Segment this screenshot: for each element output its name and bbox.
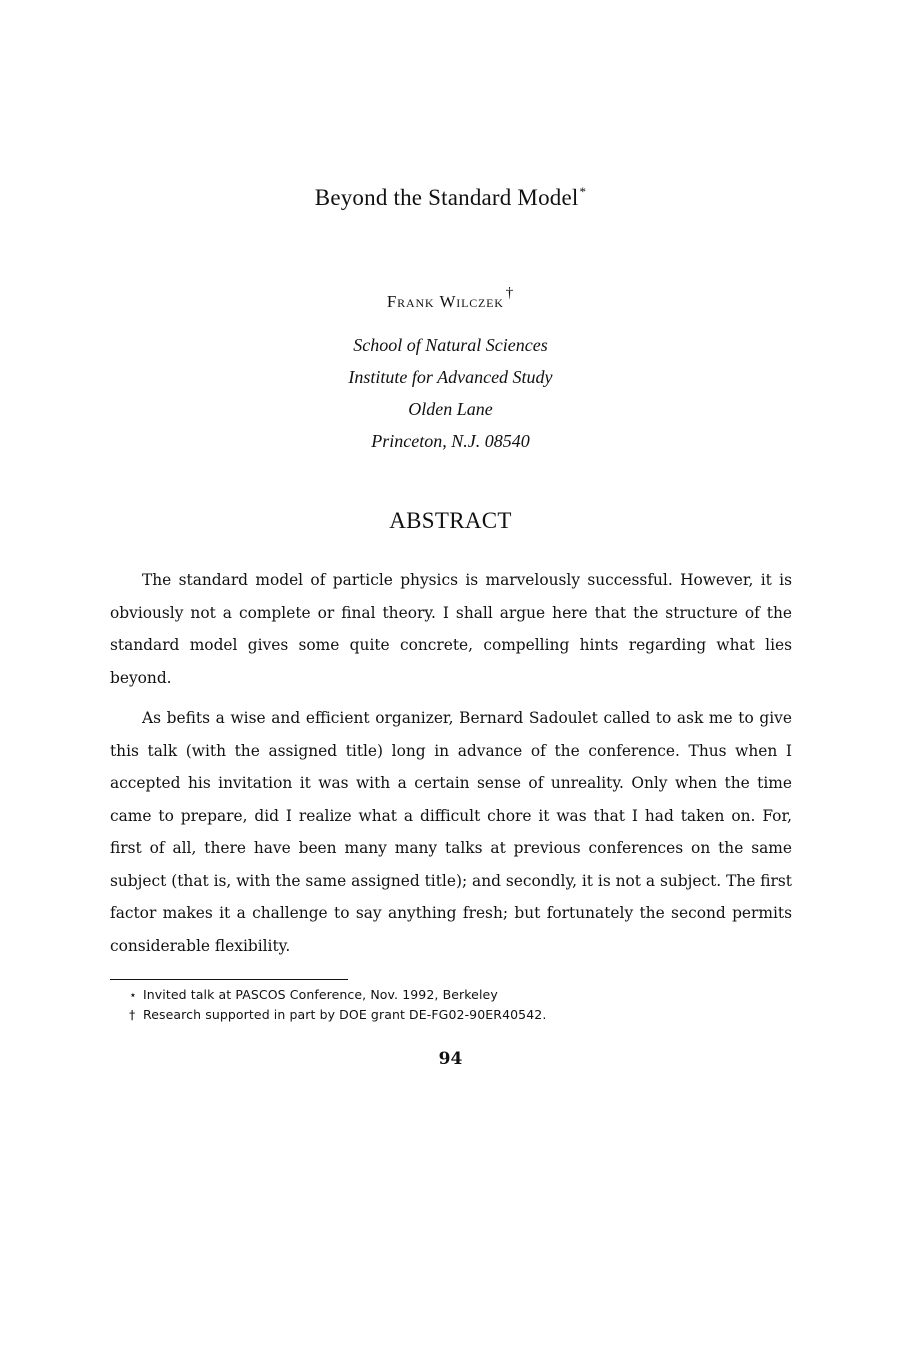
- title-text: Beyond the Standard Model: [314, 185, 579, 210]
- footnote-1: [129, 987, 498, 1002]
- page-number: 94: [438, 1049, 463, 1069]
- footnote-divider: [110, 979, 348, 980]
- author-name: [0, 285, 901, 312]
- title-footnote-mark: *: [579, 184, 587, 199]
- affiliation-line-school: School of Natural Sciences: [353, 335, 548, 355]
- author-footnote-mark: †: [505, 285, 515, 301]
- affiliation-line-city: Princeton, N.J. 08540: [371, 431, 530, 451]
- author-last-name: Wilczek: [439, 292, 504, 311]
- abstract-paragraph-1: The standard model of particle physics is marvelously successful. However, it is obviously not a complete or final theory. I shall argue here that the structure of the standard model gives some quite concrete, compelling hints regarding what lies beyond.: [110, 571, 792, 687]
- affiliation-line-street: Olden Lane: [408, 399, 493, 419]
- abstract-heading: ABSTRACT: [389, 508, 512, 533]
- footnote-2: [129, 1007, 546, 1022]
- footnote-2-mark: †: [129, 1007, 136, 1022]
- author-first-name: Frank: [386, 292, 435, 311]
- affiliation-line-institute: Institute for Advanced Study: [348, 367, 553, 387]
- abstract-paragraph-2: As befits a wise and efficient organizer, Bernard Sadoulet called to ask me to give this talk (with the assigned title) long in advance of the conference. Thus when I accepted his invitation it was with a certain sense of unreality. Only when the time came to prepare, did I realize what a difficult chore it was that I had taken on. For, first of all, there have been many many talks at previous conferences on the same subject (that is, with the same assigned title); and secondly, it is not a subject. The first factor makes it a challenge to say anything fresh; but fortunately the second permits considerable flexibility.: [110, 709, 792, 955]
- footnote-2-text: Research supported in part by DOE grant DE-FG02-90ER40542.: [143, 1007, 547, 1022]
- footnote-1-text: Invited talk at PASCOS Conference, Nov. 1992, Berkeley: [143, 987, 498, 1002]
- paper-title: [0, 184, 901, 211]
- footnote-1-mark: ⋆: [129, 987, 137, 1002]
